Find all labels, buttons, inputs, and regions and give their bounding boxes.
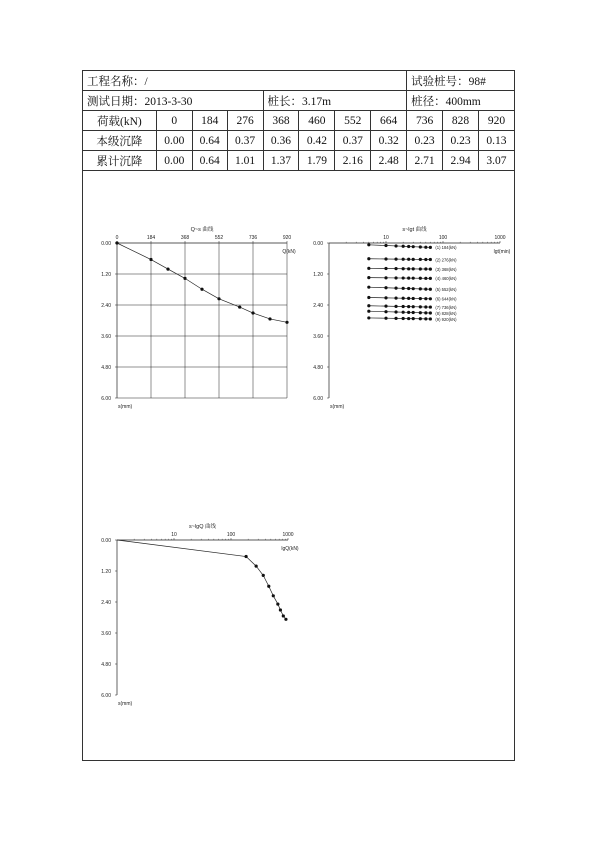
series-label: (9) 920(kN)	[435, 316, 457, 322]
data-point	[394, 258, 397, 261]
y-tick-label: 3.60	[101, 630, 111, 637]
pile-number: 试验桩号：98#	[407, 71, 515, 91]
y-tick-label: 4.80	[101, 661, 111, 668]
table-cell: 0.42	[299, 131, 335, 151]
data-point	[412, 297, 415, 300]
table-cell: 0.32	[371, 131, 407, 151]
pile-diameter: 桩径：400mm	[407, 91, 515, 111]
data-point	[412, 311, 415, 314]
data-point	[394, 317, 397, 320]
x-tick-label: 10	[383, 235, 389, 241]
table-cell: 1.37	[263, 151, 299, 171]
table-cell: 2.94	[443, 151, 479, 171]
table-cell: 0.00	[156, 151, 192, 171]
table-cell: 0.23	[407, 131, 443, 151]
data-point	[424, 267, 427, 270]
data-point	[367, 267, 370, 270]
y-axis-label: s(mm)	[118, 404, 133, 410]
x-tick-label: 920	[282, 235, 292, 241]
data-point	[384, 267, 387, 270]
data-point	[394, 296, 397, 299]
data-point	[407, 258, 410, 261]
data-point	[419, 267, 422, 270]
series-label: (2) 276(kN)	[435, 257, 457, 263]
data-point	[419, 317, 422, 320]
data-point	[115, 241, 118, 244]
data-point	[279, 608, 282, 611]
row-label: 本级沉降	[83, 131, 157, 151]
data-point	[238, 305, 241, 308]
data-point	[424, 317, 427, 320]
table-cell: 2.16	[335, 151, 371, 171]
y-axis-label: s(mm)	[330, 404, 345, 410]
data-point	[429, 246, 432, 249]
x-tick-label: 368	[180, 235, 190, 241]
y-tick-label: 1.20	[313, 271, 323, 278]
data-point	[367, 286, 370, 289]
table-cell: 1.01	[227, 151, 263, 171]
table-cell: 2.48	[371, 151, 407, 171]
x-tick-label: 10	[171, 532, 177, 538]
data-point	[200, 288, 203, 291]
table-cell: 0.37	[227, 131, 263, 151]
data-point	[402, 297, 405, 300]
y-axis-label: s(mm)	[118, 701, 133, 707]
y-tick-label: 0.00	[313, 240, 323, 247]
test-date: 测试日期：2013-3-30	[83, 91, 264, 111]
data-point	[424, 311, 427, 314]
data-point	[424, 246, 427, 249]
series-label: (3) 368(kN)	[435, 266, 457, 272]
data-point	[412, 245, 415, 248]
x-tick-label: 552	[214, 235, 224, 241]
data-point	[402, 311, 405, 314]
data-point	[284, 618, 287, 621]
data-point	[183, 277, 186, 280]
table-cell: 828	[443, 111, 479, 131]
chart-title: s~lgQ 曲线	[188, 524, 217, 530]
data-point	[384, 305, 387, 308]
data-point	[412, 287, 415, 290]
y-tick-label: 4.80	[313, 364, 323, 371]
data-point	[424, 258, 427, 261]
data-point	[407, 311, 410, 314]
data-point	[384, 257, 387, 260]
data-point	[419, 245, 422, 248]
data-point	[407, 305, 410, 308]
series-label: (6) 644(kN)	[435, 296, 457, 302]
data-point	[412, 305, 415, 308]
x-axis-label: lgQ(kN)	[281, 546, 299, 552]
data-point	[419, 277, 422, 280]
data-point	[166, 267, 169, 270]
q-s-line	[117, 243, 287, 322]
data-point	[255, 564, 258, 567]
data-point	[367, 257, 370, 260]
data-point	[384, 286, 387, 289]
y-tick-label: 4.80	[101, 364, 111, 371]
data-point	[424, 297, 427, 300]
x-tick-label: 736	[248, 235, 258, 241]
data-point	[367, 296, 370, 299]
data-point	[429, 305, 432, 308]
table-cell: 0.37	[335, 131, 371, 151]
data-point	[402, 245, 405, 248]
data-point	[394, 267, 397, 270]
table-cell: 0	[156, 111, 192, 131]
data-point	[424, 277, 427, 280]
series-label: (4) 460(kN)	[435, 276, 457, 282]
data-point	[402, 317, 405, 320]
data-point	[217, 297, 220, 300]
data-point	[262, 574, 265, 577]
y-tick-label: 0.00	[101, 240, 111, 247]
data-point	[384, 276, 387, 279]
x-tick-label: 184	[146, 235, 156, 241]
data-point	[268, 317, 271, 320]
data-point	[394, 310, 397, 313]
data-point	[424, 305, 427, 308]
table-cell: 3.07	[478, 151, 514, 171]
data-point	[429, 297, 432, 300]
data-point	[267, 585, 270, 588]
data-point	[384, 296, 387, 299]
table-cell: 184	[192, 111, 227, 131]
chart-title: Q~s 曲线	[190, 227, 214, 233]
data-point	[244, 555, 247, 558]
table-cell: 0.13	[478, 131, 514, 151]
table-cell: 368	[263, 111, 299, 131]
data-point	[419, 311, 422, 314]
y-tick-label: 6.00	[313, 395, 323, 402]
data-point	[412, 277, 415, 280]
y-tick-label: 1.20	[101, 271, 111, 278]
y-tick-label: 1.20	[101, 568, 111, 575]
series-label: (7) 736(kN)	[435, 304, 457, 310]
data-point	[402, 267, 405, 270]
data-point	[394, 286, 397, 289]
data-point	[402, 276, 405, 279]
series-label: (8) 828(kN)	[435, 310, 457, 316]
table-cell: 460	[299, 111, 335, 131]
x-tick-label: 0	[115, 235, 119, 241]
data-point	[419, 297, 422, 300]
y-tick-label: 3.60	[101, 333, 111, 340]
data-point	[419, 287, 422, 290]
table-cell: 0.64	[192, 131, 227, 151]
table-cell: 736	[407, 111, 443, 131]
chart-title: s~lgt 曲线	[402, 227, 427, 233]
data-point	[429, 258, 432, 261]
y-tick-label: 2.40	[101, 599, 111, 606]
x-axis-label: Q(kN)	[282, 249, 296, 255]
data-point	[285, 321, 288, 324]
data-point	[394, 305, 397, 308]
table-cell: 0.36	[263, 131, 299, 151]
data-point	[412, 258, 415, 261]
y-tick-label: 6.00	[101, 692, 111, 699]
x-tick-label: 100	[226, 532, 236, 538]
table-cell: 0.64	[192, 151, 227, 171]
data-point	[384, 244, 387, 247]
y-tick-label: 2.40	[313, 302, 323, 309]
data-point	[384, 317, 387, 320]
data-point	[402, 305, 405, 308]
table-cell: 1.79	[299, 151, 335, 171]
data-point	[407, 277, 410, 280]
table-cell: 0.23	[443, 131, 479, 151]
row-label: 累计沉降	[83, 151, 157, 171]
series-label: (1) 184(kN)	[435, 245, 457, 251]
data-point	[412, 267, 415, 270]
table-cell: 664	[371, 111, 407, 131]
table-cell: 276	[227, 111, 263, 131]
data-point	[282, 614, 285, 617]
y-tick-label: 6.00	[101, 395, 111, 402]
pile-length: 桩长：3.17m	[263, 91, 407, 111]
project-name: 工程名称：/	[83, 71, 407, 91]
data-point	[407, 245, 410, 248]
table-cell: 2.71	[407, 151, 443, 171]
data-point	[429, 288, 432, 291]
data-point	[429, 311, 432, 314]
data-point	[276, 602, 279, 605]
s-lgq-line	[117, 540, 286, 619]
table-cell: 920	[478, 111, 514, 131]
y-tick-label: 3.60	[313, 333, 323, 340]
data-point	[367, 316, 370, 319]
x-axis-label: lgt(min)	[493, 249, 511, 255]
data-point	[402, 287, 405, 290]
data-point	[367, 243, 370, 246]
data-point	[384, 310, 387, 313]
data-point	[429, 277, 432, 280]
data-point	[407, 317, 410, 320]
data-point	[251, 311, 254, 314]
x-tick-label: 1000	[494, 235, 506, 241]
y-tick-label: 2.40	[101, 302, 111, 309]
data-point	[367, 304, 370, 307]
data-point	[429, 267, 432, 270]
data-point	[419, 258, 422, 261]
data-point	[394, 244, 397, 247]
data-point	[394, 276, 397, 279]
row-label: 荷载(kN)	[83, 111, 157, 131]
x-tick-label: 100	[438, 235, 448, 241]
data-point	[419, 305, 422, 308]
data-point	[412, 317, 415, 320]
data-point	[429, 317, 432, 320]
x-tick-label: 1000	[282, 532, 294, 538]
data-point	[272, 594, 275, 597]
data-point	[424, 287, 427, 290]
data-point	[407, 287, 410, 290]
series-label: (5) 552(kN)	[435, 287, 457, 293]
table-cell: 552	[335, 111, 371, 131]
data-point	[149, 258, 152, 261]
data-point	[367, 276, 370, 279]
y-tick-label: 0.00	[101, 537, 111, 544]
data-point	[407, 267, 410, 270]
table-cell: 0.00	[156, 131, 192, 151]
data-point	[407, 297, 410, 300]
data-point	[402, 258, 405, 261]
data-point	[367, 310, 370, 313]
